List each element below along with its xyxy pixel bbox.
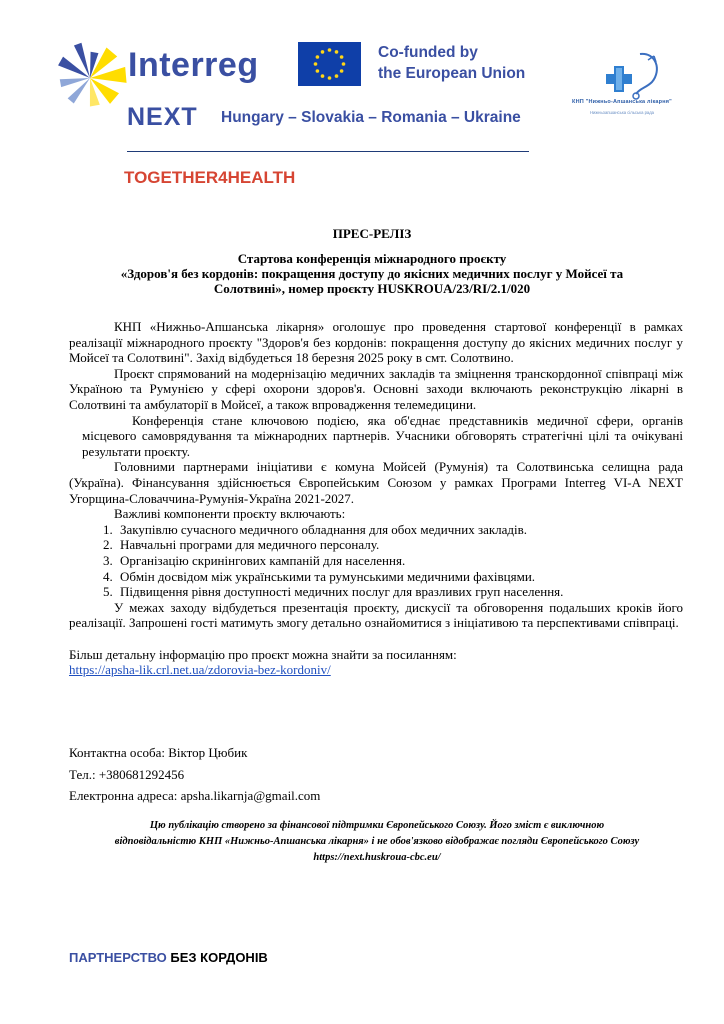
release-title-line-2: «Здоров'я без кордонів: покращення доступу до якісних медичних послуг у Мойсеї та bbox=[120, 266, 624, 281]
disclaimer-line-1: Цю публікацію створено за фінансової підтримки Європейського Союзу. Його зміст є виключною bbox=[149, 820, 605, 831]
cofunded-line-1: Co-funded by bbox=[378, 44, 478, 61]
paragraph-intro: КНП «Нижньо-Апшанська лікарня» оголошує про проведення стартової конференції в рамках реалізації міжнародного проєкту "Здоров'я без кордонів: покращення доступу до якісних медичних послуг у Мойсеї та Солотвині". Захід відбудеться 18 березня 2025 року в смт. Солотвино. bbox=[69, 319, 683, 366]
release-title-line-3: Солотвині», номер проєкту HUSKROUA/23/RI/2.1/020 bbox=[213, 281, 531, 296]
list-item: 1. Закупівлю сучасного медичного обладнання для обох медичних закладів. bbox=[116, 522, 683, 538]
header-divider bbox=[127, 151, 529, 152]
contact-email: Електронна адреса: apsha.likarnja@gmail.com bbox=[69, 788, 321, 803]
release-label: ПРЕС-РЕЛІЗ bbox=[332, 226, 412, 241]
interreg-wordmark: Interreg bbox=[128, 46, 259, 84]
eu-disclaimer bbox=[90, 818, 664, 866]
contact-phone: Тел.: +380681292456 bbox=[69, 766, 185, 782]
project-link[interactable]: https://apsha-lik.crl.net.ua/zdorovia-bez-kordoniv/ bbox=[69, 662, 331, 678]
cofunded-line-2: the European Union bbox=[378, 65, 526, 82]
release-title bbox=[60, 251, 684, 296]
disclaimer-line-2: відповідальністю КНП «Нижньо-Апшанська лікарня» і не обов'язково відображає погляди Європейського Союзу bbox=[114, 836, 640, 847]
contact-person: Контактна особа: Віктор Цюбик bbox=[69, 745, 248, 760]
eu-flag-icon bbox=[298, 42, 361, 86]
interreg-star-logo bbox=[52, 38, 128, 114]
paragraph-components-intro: Важливі компоненти проєкту включають: bbox=[114, 506, 346, 522]
release-title-line-1: Стартова конференція міжнародного проєкту bbox=[237, 251, 507, 266]
project-tag: TOGETHER4HEALTH bbox=[124, 168, 296, 187]
paragraph-partners: Головними партнерами ініціативи є комуна Мойсей (Румунія) та Солотвинська селищна рада (Україна). Фінансування здійснюється Європейським Союзом у рамках Програми Interreg VI-A NEXT Угорщина-Словаччина-Румунія-Україна 2021-2027. bbox=[69, 459, 683, 506]
list-item: 5. Підвищення рівня доступності медичних послуг для вразливих груп населення. bbox=[116, 584, 683, 600]
slogan-part-2: БЕЗ КОРДОНІВ bbox=[170, 950, 268, 965]
release-body bbox=[69, 319, 683, 678]
paragraph-closing: У межах заходу відбудеться презентація проєкту, дискусії та обговорення подальших кроків його реалізації. Запрошені гості матимуть змогу детально ознайомитися з ініціативою та перспективами співпраці. bbox=[69, 599, 683, 631]
contacts-block bbox=[69, 742, 320, 807]
footer-slogan bbox=[69, 950, 268, 965]
slogan-part-1: ПАРТНЕРСТВО bbox=[69, 950, 167, 965]
hospital-subtitle: Нижньоапшанська сільська рада bbox=[589, 110, 655, 115]
program-regions: Hungary – Slovakia – Romania – Ukraine bbox=[221, 109, 521, 126]
paragraph-goals: Проєкт спрямований на модернізацію медичних закладів та зміцнення транскордонної співпраці між Україною та Румунією у сфері охорони здоров'я. Основні заходи включають реконструкцію лікарні в Солотвині та амбулаторії в Мойсеї, а також впровадження телемедицини. bbox=[69, 365, 683, 412]
list-item: 3. Організацію скринінгових кампаній для населення. bbox=[116, 553, 683, 569]
cofunded-label bbox=[378, 42, 525, 84]
list-item: 2. Навчальні програми для медичного персоналу. bbox=[116, 537, 683, 553]
paragraph-conference: Конференція стане ключовою подією, яка об'єднає представників медичної сфери, органів місцевого самоврядування та міжнародних партнерів. Учасники обговорять стратегічні цілі та очікувані результати проєкту. bbox=[82, 412, 683, 459]
list-item: 4. Обмін досвідом між українськими та румунськими медичними фахівцями. bbox=[116, 569, 683, 585]
next-wordmark: NEXT bbox=[127, 103, 198, 131]
disclaimer-url: https://next.huskroua-cbc.eu/ bbox=[313, 852, 441, 863]
hospital-name: КНП "Нижньо-Апшанська лікарня" bbox=[572, 99, 672, 105]
more-info-text: Більш детальну інформацію про проєкт можна знайти за посиланням: bbox=[69, 646, 457, 662]
components-list bbox=[69, 522, 683, 600]
